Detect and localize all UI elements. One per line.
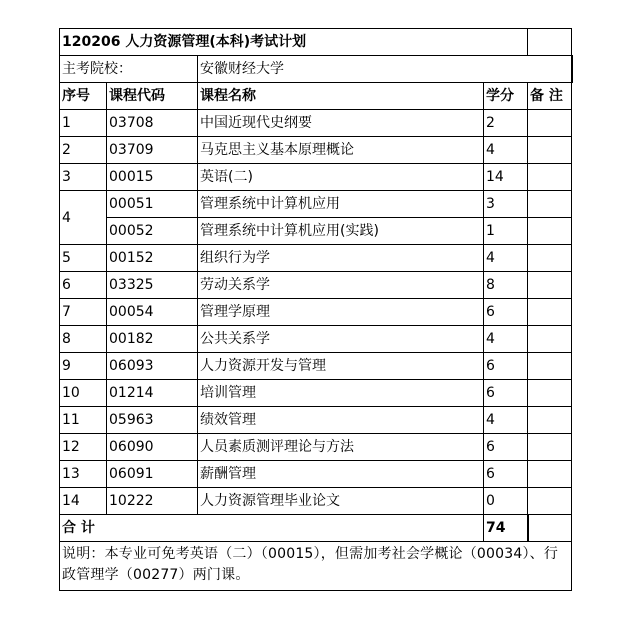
row-credit: 6 (484, 299, 528, 326)
row-code: 00051 (107, 191, 198, 218)
row-code: 06090 (107, 434, 198, 461)
row-remark (528, 407, 572, 434)
row-code: 00152 (107, 245, 198, 272)
row-name: 管理系统中计算机应用 (198, 191, 484, 218)
row-credit: 6 (484, 353, 528, 380)
row-index: 11 (60, 407, 107, 434)
table-row (60, 488, 572, 515)
row-remark (528, 461, 572, 488)
exam-plan-table (59, 28, 573, 591)
row-name: 人力资源开发与管理 (198, 353, 484, 380)
header-remark: 备 注 (528, 83, 572, 110)
row-credit: 14 (484, 164, 528, 191)
table-row (60, 434, 572, 461)
total-label: 合 计 (60, 515, 484, 542)
row-code: 05963 (107, 407, 198, 434)
row-remark (528, 218, 572, 245)
row-remark (528, 353, 572, 380)
row-name: 劳动关系学 (198, 272, 484, 299)
table-row (60, 326, 572, 353)
row-name: 绩效管理 (198, 407, 484, 434)
table-row (60, 137, 572, 164)
table-row (60, 461, 572, 488)
row-credit: 1 (484, 218, 528, 245)
header-name: 课程名称 (198, 83, 484, 110)
row-code: 00182 (107, 326, 198, 353)
row-code: 00015 (107, 164, 198, 191)
header-credit: 学分 (484, 83, 528, 110)
header-index: 序号 (60, 83, 107, 110)
school-label: 主考院校： (60, 56, 198, 83)
row-remark (528, 326, 572, 353)
row-index: 14 (60, 488, 107, 515)
row-code: 03325 (107, 272, 198, 299)
row-index: 12 (60, 434, 107, 461)
row-credit: 3 (484, 191, 528, 218)
table-row (60, 164, 572, 191)
row-name: 马克思主义基本原理概论 (198, 137, 484, 164)
row-name: 英语(二) (198, 164, 484, 191)
row-credit: 2 (484, 110, 528, 137)
row-name: 人员素质测评理论与方法 (198, 434, 484, 461)
row-index: 8 (60, 326, 107, 353)
header-code: 课程代码 (107, 83, 198, 110)
row-remark (528, 191, 572, 218)
exam-note: 说明：本专业可免考英语（二）（00015），但需加考社会学概论（00034）、行政管理学（00277）两门课。 (60, 542, 572, 591)
header-row (60, 83, 572, 110)
row-name: 管理系统中计算机应用(实践) (198, 218, 484, 245)
row-credit: 0 (484, 488, 528, 515)
row-name: 中国近现代史纲要 (198, 110, 484, 137)
row-remark (528, 380, 572, 407)
row-name: 公共关系学 (198, 326, 484, 353)
row-name: 管理学原理 (198, 299, 484, 326)
row-name: 培训管理 (198, 380, 484, 407)
row-index: 9 (60, 353, 107, 380)
row-index: 5 (60, 245, 107, 272)
row-index: 13 (60, 461, 107, 488)
row-credit: 4 (484, 326, 528, 353)
row-index: 7 (60, 299, 107, 326)
table-row (60, 353, 572, 380)
row-code: 00052 (107, 218, 198, 245)
row-credit: 4 (484, 245, 528, 272)
row-credit: 6 (484, 434, 528, 461)
row-code: 06093 (107, 353, 198, 380)
row-remark (528, 434, 572, 461)
row-code: 00054 (107, 299, 198, 326)
row-remark (528, 110, 572, 137)
table-row (60, 245, 572, 272)
row-remark (528, 272, 572, 299)
row-code: 06091 (107, 461, 198, 488)
table-row (60, 110, 572, 137)
table-row (60, 299, 572, 326)
row-credit: 6 (484, 461, 528, 488)
school-row (60, 56, 572, 83)
row-code: 01214 (107, 380, 198, 407)
note-row (60, 542, 572, 591)
table-row (60, 218, 572, 245)
plan-title: 120206 人力资源管理(本科)考试计划 (60, 29, 528, 56)
table-row (60, 272, 572, 299)
row-name: 组织行为学 (198, 245, 484, 272)
row-code: 03709 (107, 137, 198, 164)
row-code: 03708 (107, 110, 198, 137)
row-credit: 6 (484, 380, 528, 407)
table-row (60, 407, 572, 434)
row-name: 薪酬管理 (198, 461, 484, 488)
total-row (60, 515, 572, 542)
row-credit: 8 (484, 272, 528, 299)
row-remark (528, 488, 572, 515)
row-index: 3 (60, 164, 107, 191)
exam-plan-sheet (59, 28, 571, 591)
title-blank-cell (528, 29, 572, 56)
row-index: 6 (60, 272, 107, 299)
total-remark (528, 515, 572, 542)
total-credit: 74 (484, 515, 528, 542)
row-remark (528, 245, 572, 272)
row-remark (528, 137, 572, 164)
row-name: 人力资源管理毕业论文 (198, 488, 484, 515)
row-index: 1 (60, 110, 107, 137)
row-index: 4 (60, 191, 107, 245)
title-row (60, 29, 572, 56)
row-code: 10222 (107, 488, 198, 515)
row-remark (528, 299, 572, 326)
row-credit: 4 (484, 407, 528, 434)
table-row (60, 191, 572, 218)
row-credit: 4 (484, 137, 528, 164)
school-name: 安徽财经大学 (198, 56, 572, 83)
table-row (60, 380, 572, 407)
row-remark (528, 164, 572, 191)
row-index: 10 (60, 380, 107, 407)
row-index: 2 (60, 137, 107, 164)
